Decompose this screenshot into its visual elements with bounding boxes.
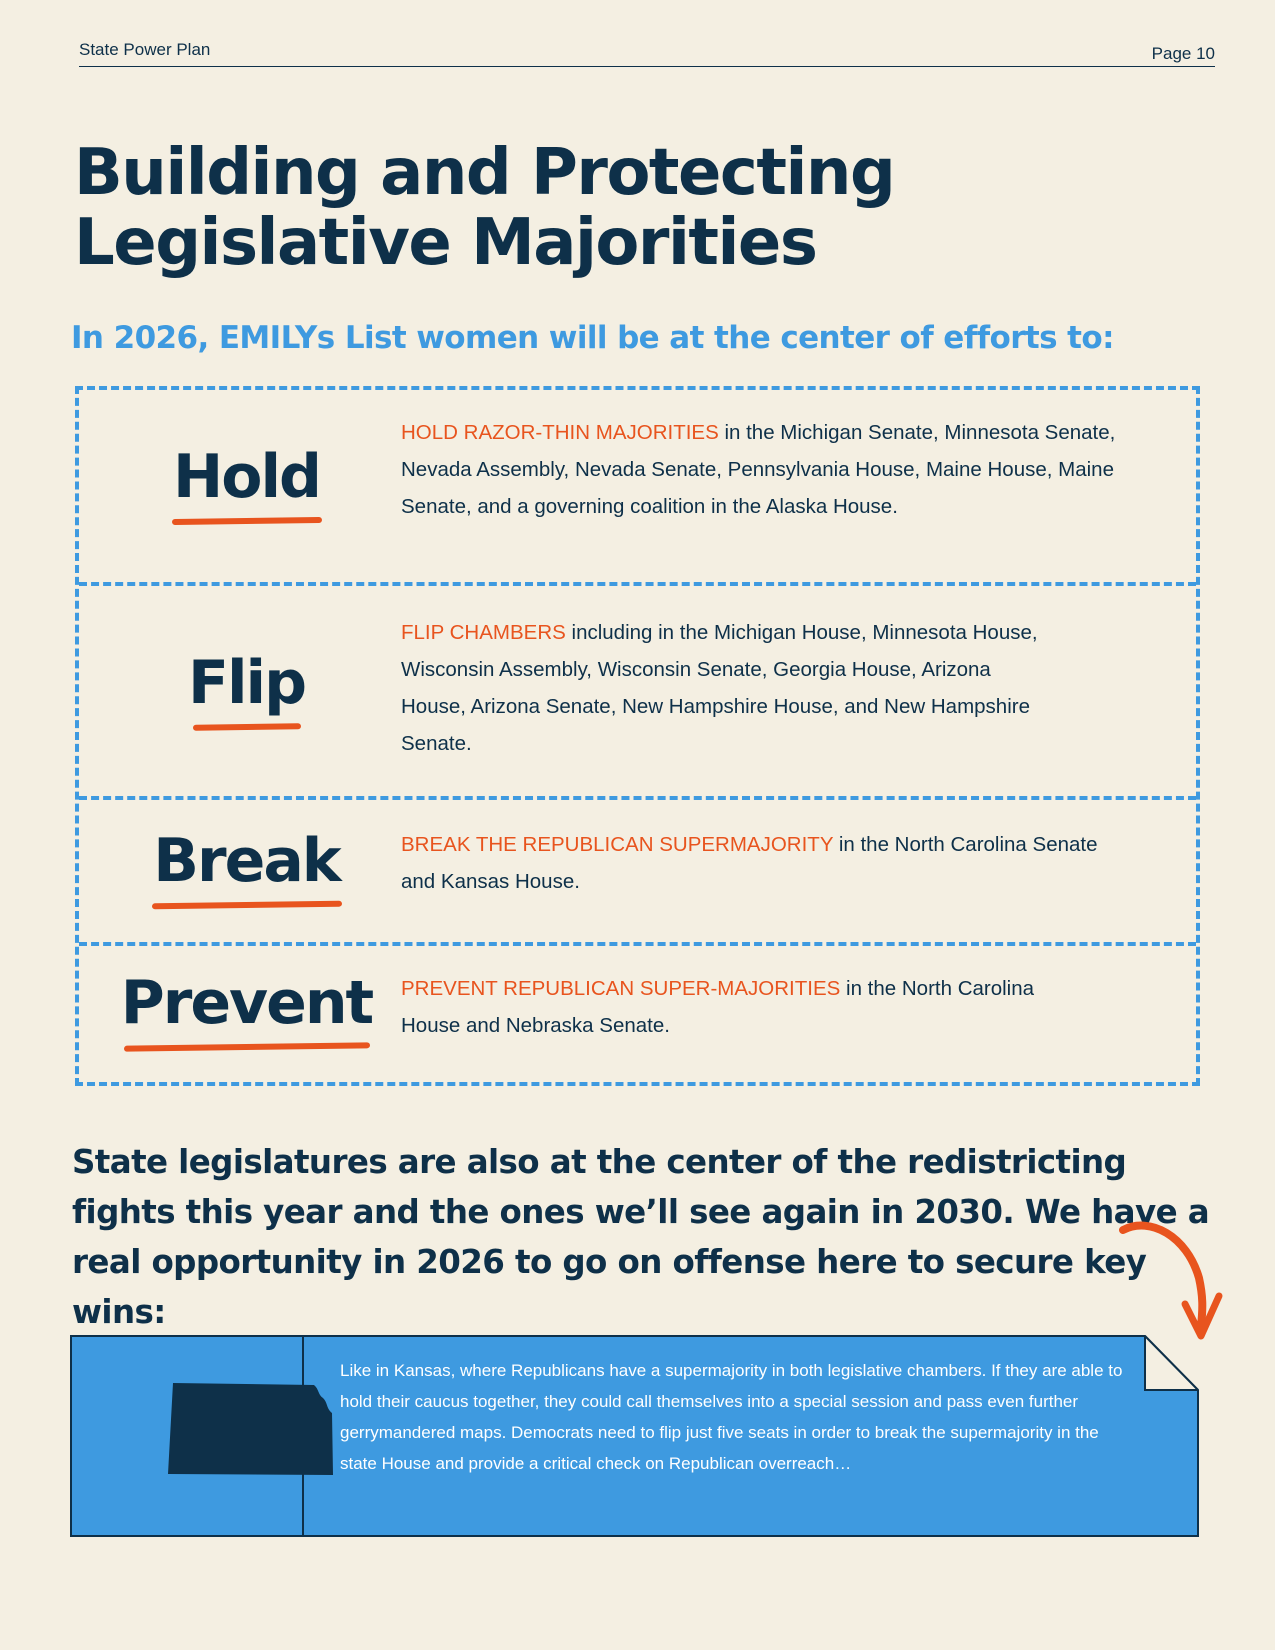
page-title	[74, 138, 894, 278]
effort-row-prevent	[79, 942, 1196, 1082]
effort-highlight: HOLD RAZOR-THIN MAJORITIES	[401, 421, 719, 444]
page-title-line-2: Legislative Majorities	[74, 206, 817, 280]
effort-keyword-hold	[79, 442, 414, 524]
kansas-state-icon	[168, 1383, 338, 1475]
curved-arrow-icon	[1115, 1208, 1225, 1343]
document-title: State Power Plan	[79, 40, 211, 59]
effort-keyword-label: Hold	[173, 442, 320, 512]
effort-keyword-label: Prevent	[120, 968, 373, 1038]
keyword-underline	[151, 901, 341, 910]
effort-text: in the North Carolina Senate and Kansas House.	[401, 833, 1098, 893]
effort-text: in the Michigan Senate, Minnesota Senate, Nevada Assembly, Nevada Senate, Pennsylvania House, Maine House, Maine Senate, and a governing coalition in the Alaska House.	[401, 421, 1116, 518]
efforts-box	[75, 386, 1200, 1086]
page-number: Page 10	[1151, 44, 1215, 63]
effort-highlight: PREVENT REPUBLICAN SUPER-MAJORITIES	[401, 977, 841, 1000]
effort-description-prevent	[401, 970, 1081, 1044]
effort-row-flip	[79, 582, 1196, 796]
effort-keyword-break	[79, 826, 414, 908]
lead-heading: In 2026, EMILYs List women will be at the center of efforts to:	[71, 320, 1114, 356]
effort-highlight: BREAK THE REPUBLICAN SUPERMAJORITY	[401, 833, 834, 856]
keyword-underline	[192, 723, 300, 731]
redistricting-statement: State legislatures are also at the center of the redistricting fights this year and the ones we’ll see again in 2030. We have a real opportunity in 2026 to go on offense here to secure key wins:	[72, 1143, 1210, 1331]
effort-description-break	[401, 826, 1121, 900]
kansas-callout-card	[70, 1335, 1200, 1537]
effort-text: including in the Michigan House, Minnesota House, Wisconsin Assembly, Wisconsin Senate, Georgia House, Arizona House, Arizona Senate, New Hampshire House, and New Hampshire Senate.	[401, 621, 1038, 755]
effort-description-flip	[401, 614, 1061, 762]
effort-keyword-label: Break	[153, 826, 340, 896]
keyword-underline	[171, 517, 321, 525]
header-divider	[79, 66, 1215, 67]
effort-description-hold	[401, 414, 1171, 525]
effort-keyword-label: Flip	[187, 648, 306, 718]
effort-row-break	[79, 796, 1196, 942]
effort-row-hold	[79, 390, 1196, 582]
effort-keyword-flip	[79, 648, 414, 730]
effort-highlight: FLIP CHAMBERS	[401, 621, 566, 644]
keyword-underline	[123, 1042, 369, 1051]
effort-keyword-prevent	[79, 968, 414, 1050]
effort-text: in the North Carolina House and Nebraska Senate.	[401, 977, 1035, 1037]
kansas-callout-text: Like in Kansas, where Republicans have a supermajority in both legislative chambers. If they are able to hold their caucus together, they could call themselves into a special session and pass even further gerrymandered maps. Democrats need to flip just five seats in order to break the supermajority in the state House and provide a critical check on Republican overreach…	[340, 1361, 1123, 1473]
page-title-line-1: Building and Protecting	[74, 136, 895, 210]
